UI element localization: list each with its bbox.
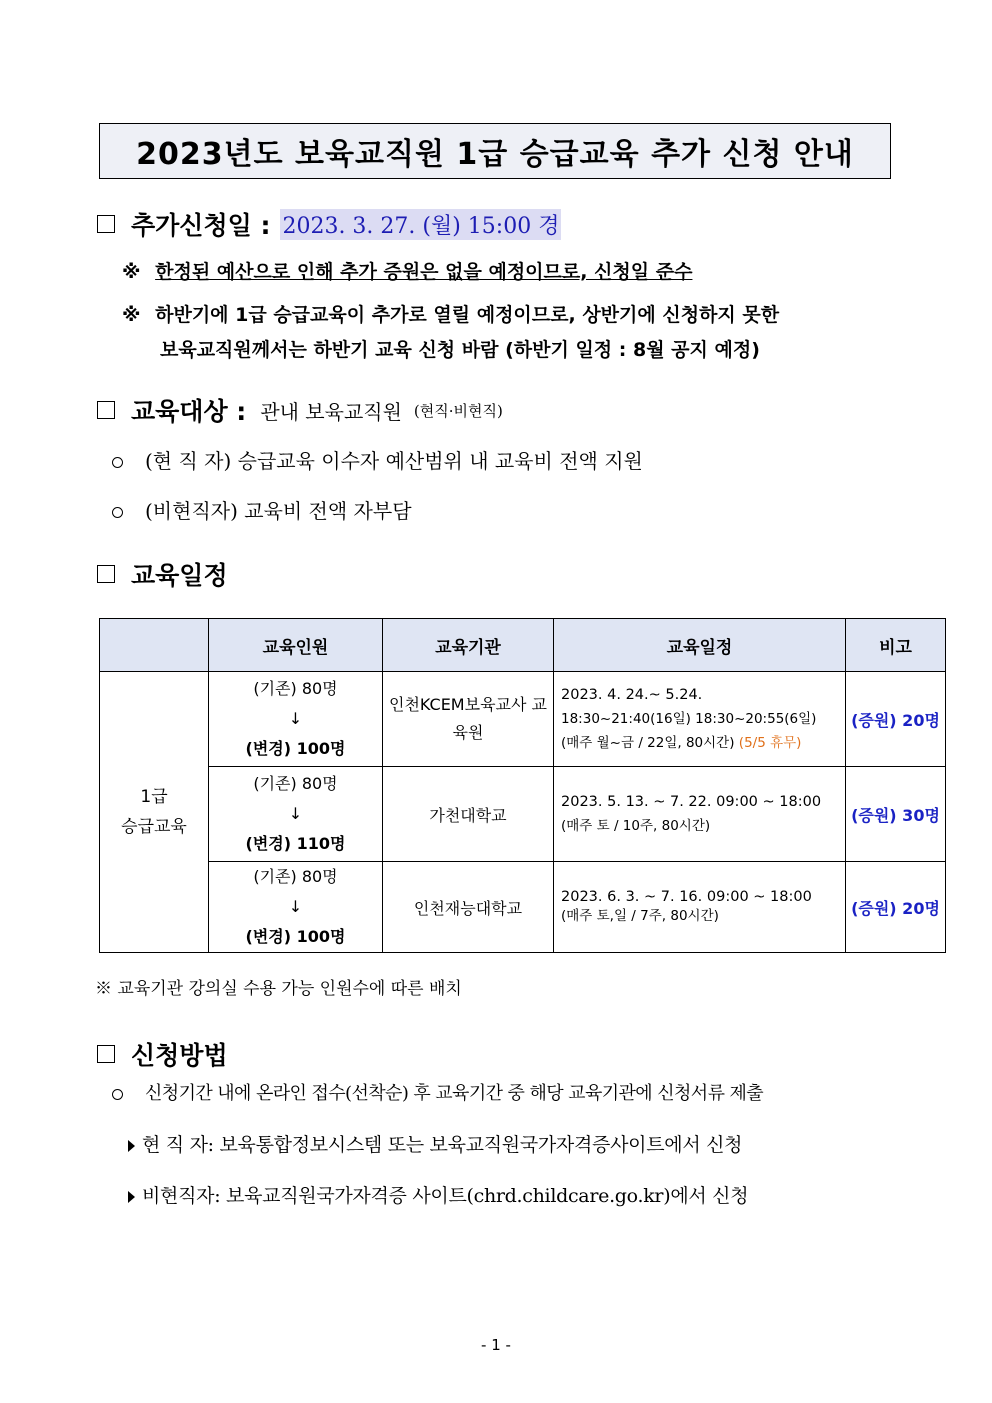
note-second-half-cont: 보육교직원께서는 하반기 교육 신청 바람 (하반기 일정 : 8월 공지 예정) xyxy=(160,339,760,361)
down-arrow-icon: ↓ xyxy=(288,804,303,823)
table-header-row xyxy=(100,619,946,672)
header-cell: 교육인원 xyxy=(209,619,383,672)
note-cell: (증원) 20명 xyxy=(846,862,946,953)
checkbox-icon xyxy=(97,1045,115,1063)
schedule-line: 2023. 4. 24.~ 5.24. xyxy=(561,687,703,703)
checkbox-icon xyxy=(97,565,115,583)
item-text: (현 직 자) 승급교육 이수자 예산범위 내 교육비 전액 지원 xyxy=(145,449,643,473)
schedule-cell xyxy=(554,767,846,862)
checkbox-icon xyxy=(97,215,115,233)
note-second-half xyxy=(122,300,779,327)
note-mark: ※ xyxy=(122,304,141,326)
section-method xyxy=(97,1036,228,1072)
org-cell: 가천대학교 xyxy=(383,767,554,862)
count-after: (변경) 100명 xyxy=(245,927,346,946)
count-cell xyxy=(209,672,383,767)
schedule-line: 2023. 6. 3. ~ 7. 16. 09:00 ~ 18:00 xyxy=(561,889,812,905)
count-cell xyxy=(209,862,383,953)
item-text: (비현직자) 교육비 전액 자부담 xyxy=(145,499,412,523)
down-arrow-icon: ↓ xyxy=(288,897,303,916)
triangle-bullet-icon xyxy=(128,1140,135,1152)
section-schedule xyxy=(97,556,228,592)
target-value: 관내 보육교직원 xyxy=(260,399,402,424)
schedule-table xyxy=(99,618,946,953)
count-before: (기존) 80명 xyxy=(253,679,338,698)
header-cell: 교육기관 xyxy=(383,619,554,672)
method-item xyxy=(112,1079,763,1105)
target-sub: (현직·비현직) xyxy=(413,401,503,420)
apply-date: 2023. 3. 27. (월) 15:00 경 xyxy=(280,209,561,240)
header-cell xyxy=(100,619,209,672)
note-budget xyxy=(122,257,692,284)
method-sub-current xyxy=(128,1130,742,1157)
header-cell: 비고 xyxy=(846,619,946,672)
count-after: (변경) 110명 xyxy=(245,834,346,853)
section-label: 교육일정 xyxy=(131,561,228,590)
item-text: 비현직자: 보육교직원국가자격증 사이트(chrd.childcare.go.kr)에서 신청 xyxy=(142,1185,749,1207)
circle-bullet-icon xyxy=(112,507,123,518)
row-label-line: 1급 xyxy=(140,787,168,807)
schedule-line: (매주 토 / 10주, 80시간) xyxy=(561,818,711,834)
schedule-cell xyxy=(554,672,846,767)
target-item-noncurrent xyxy=(112,495,412,524)
count-before: (기존) 80명 xyxy=(253,867,338,886)
checkbox-icon xyxy=(97,401,115,419)
row-label-line: 승급교육 xyxy=(121,817,187,837)
org-cell: 인천재능대학교 xyxy=(383,862,554,953)
table-row xyxy=(100,672,946,767)
count-cell xyxy=(209,767,383,862)
table-row xyxy=(100,767,946,862)
note-mark: ※ xyxy=(122,261,141,283)
holiday-note: (5/5 휴무) xyxy=(738,735,802,751)
count-after: (변경) 100명 xyxy=(245,739,346,758)
section-label: 추가신청일 : xyxy=(131,211,271,240)
schedule-text: (매주 월~금 / 22일, 80시간) xyxy=(561,735,735,751)
org-cell: 인천KCEM보육교사 교육원 xyxy=(383,672,554,767)
schedule-line: (매주 토,일 / 7주, 80시간) xyxy=(561,908,719,924)
note-cell: (증원) 30명 xyxy=(846,767,946,862)
item-text: 현 직 자: 보육통합정보시스템 또는 보육교직원국가자격증사이트에서 신청 xyxy=(142,1134,743,1156)
schedule-line xyxy=(561,731,845,755)
row-group-label xyxy=(100,672,209,953)
target-item-current xyxy=(112,445,643,474)
section-target xyxy=(97,392,503,428)
schedule-cell xyxy=(554,862,846,953)
header-cell: 교육일정 xyxy=(554,619,846,672)
circle-bullet-icon xyxy=(112,457,123,468)
note-text: 한정된 예산으로 인해 추가 증원은 없을 예정이므로, 신청일 준수 xyxy=(155,261,693,283)
section-label: 신청방법 xyxy=(131,1041,228,1070)
method-sub-noncurrent xyxy=(128,1181,748,1208)
note-text: 하반기에 1급 승급교육이 추가로 열릴 예정이므로, 상반기에 신청하지 못한 xyxy=(155,304,780,326)
down-arrow-icon: ↓ xyxy=(288,709,303,728)
page-number: - 1 - xyxy=(481,1336,511,1354)
item-text: 신청기간 내에 온라인 접수(선착순) 후 교육기간 중 해당 교육기관에 신청서류 제출 xyxy=(145,1083,764,1104)
document-title: 2023년도 보육교직원 1급 승급교육 추가 신청 안내 xyxy=(99,123,891,179)
schedule-line: 2023. 5. 13. ~ 7. 22. 09:00 ~ 18:00 xyxy=(561,794,822,810)
section-label: 교육대상 : xyxy=(131,397,247,426)
count-before: (기존) 80명 xyxy=(253,774,338,793)
schedule-line: 18:30~21:40(16일) 18:30~20:55(6일) xyxy=(561,711,817,727)
table-row xyxy=(100,862,946,953)
circle-bullet-icon xyxy=(112,1089,123,1100)
triangle-bullet-icon xyxy=(128,1191,135,1203)
table-footnote: ※ 교육기관 강의실 수용 가능 인원수에 따른 배치 xyxy=(95,979,462,999)
note-cell: (증원) 20명 xyxy=(846,672,946,767)
section-apply-date xyxy=(97,206,561,242)
